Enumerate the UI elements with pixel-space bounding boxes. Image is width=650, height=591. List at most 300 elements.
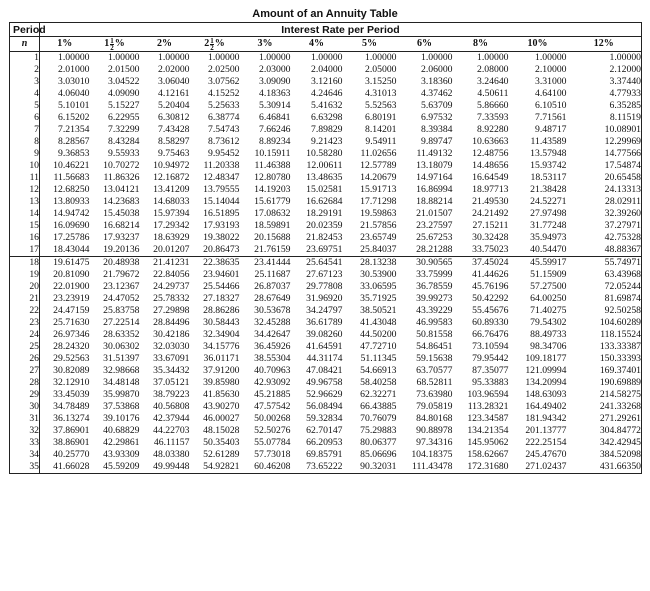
value-cell: 23.65749 [360, 232, 397, 243]
value-cell: 16.09690 [53, 220, 90, 231]
value-cell: 2.10000 [535, 64, 567, 75]
value-cell: 12.57789 [360, 160, 397, 171]
value-cell: 10.94972 [153, 160, 190, 171]
value-cell: 41.66028 [53, 461, 90, 472]
table-row [10, 281, 642, 293]
value-cell: 36.45926 [254, 341, 291, 352]
header-row-top [10, 23, 642, 37]
value-cell: 2.06000 [421, 64, 453, 75]
value-cell: 66.76476 [472, 329, 509, 340]
value-cell: 4.12161 [158, 88, 190, 99]
table-row [10, 269, 642, 281]
value-cell: 79.54302 [530, 317, 567, 328]
value-cell: 169.37401 [599, 365, 641, 376]
value-cell: 11.02656 [360, 148, 397, 159]
value-cell: 29.77808 [306, 281, 343, 292]
table-row [10, 425, 642, 437]
value-cell: 73.63980 [416, 389, 453, 400]
value-cell: 45.59917 [509, 257, 567, 270]
value-cell: 20.65458 [604, 172, 641, 183]
value-cell: 37.86901 [53, 425, 90, 436]
table-row [10, 437, 642, 449]
value-cell: 50.81558 [416, 329, 453, 340]
value-cell: 46.11157 [153, 437, 190, 448]
value-cell: 3.24640 [477, 76, 509, 87]
value-cell: 6.46841 [259, 112, 291, 123]
value-cell: 42.29861 [103, 437, 140, 448]
period-cell: 7 [10, 124, 40, 136]
value-cell: 12.29969 [604, 136, 641, 147]
value-cell: 10.58280 [306, 148, 343, 159]
value-cell: 48.88367 [604, 244, 641, 255]
value-cell: 34.42647 [254, 329, 291, 340]
value-cell: 16.68214 [103, 220, 140, 231]
value-cell: 20.86473 [203, 244, 240, 255]
value-cell: 54.86451 [416, 341, 453, 352]
value-cell: 164.49402 [525, 401, 567, 412]
value-cell: 36.78559 [416, 281, 453, 292]
value-cell: 27.18327 [203, 293, 240, 304]
value-cell: 1.00000 [259, 52, 291, 63]
value-cell: 5.20404 [158, 100, 190, 111]
value-cell: 158.62667 [467, 449, 509, 460]
value-cell: 45.76196 [472, 281, 509, 292]
value-cell: 134.20994 [525, 377, 567, 388]
value-cell: 70.76079 [360, 413, 397, 424]
value-cell: 11.56683 [53, 172, 90, 183]
period-cell: 11 [10, 172, 40, 184]
rate-header: 6% [397, 37, 453, 52]
value-cell: 3.37440 [609, 76, 641, 87]
value-cell: 40.70963 [254, 365, 291, 376]
value-cell: 14.94742 [53, 208, 90, 219]
value-cell: 8.92280 [477, 124, 509, 135]
value-cell: 30.90565 [397, 257, 453, 270]
value-cell: 24.47159 [53, 305, 90, 316]
value-cell: 6.15202 [58, 112, 90, 123]
rate-header-fraction: 1 $\frac{1}{2}$ % [104, 36, 125, 52]
table-row [10, 365, 642, 377]
value-cell: 44.50200 [360, 329, 397, 340]
value-cell: 104.60289 [599, 317, 641, 328]
value-cell: 35.34432 [153, 365, 190, 376]
value-cell: 2.04000 [311, 64, 343, 75]
rate-header: 2% [140, 37, 190, 52]
value-cell: 4.15252 [208, 88, 240, 99]
value-cell: 28.02911 [605, 196, 641, 207]
table-row [10, 305, 642, 317]
period-cell: 10 [10, 160, 40, 172]
value-cell: 21.57856 [360, 220, 397, 231]
table-row [10, 124, 642, 136]
value-cell: 7.89829 [311, 124, 343, 135]
rate-header: 1% [40, 37, 90, 52]
value-cell: 59.32834 [306, 413, 343, 424]
period-cell: 31 [10, 413, 40, 425]
value-cell: 1.00000 [311, 52, 343, 63]
period-cell: 24 [10, 329, 40, 341]
value-cell: 21.41231 [140, 257, 190, 270]
value-cell: 7.66246 [259, 124, 291, 135]
value-cell: 27.67123 [306, 269, 343, 280]
value-cell: 431.66350 [599, 461, 641, 472]
value-cell: 34.48148 [103, 377, 140, 388]
value-cell: 37.91200 [203, 365, 240, 376]
value-cell: 3.31000 [535, 76, 567, 87]
value-cell: 58.40258 [360, 377, 397, 388]
value-cell: 113.28321 [467, 401, 509, 412]
value-cell: 52.61289 [203, 449, 240, 460]
value-cell: 37.53868 [103, 401, 140, 412]
value-cell: 150.33393 [599, 353, 641, 364]
value-cell: 6.38774 [208, 112, 240, 123]
value-cell: 13.48635 [306, 172, 343, 183]
value-cell: 28.63352 [103, 329, 140, 340]
value-cell: 271.29261 [599, 413, 641, 424]
value-cell: 75.29883 [360, 425, 397, 436]
period-cell: 13 [10, 196, 40, 208]
value-cell: 4.31013 [365, 88, 397, 99]
value-cell: 33.75999 [416, 269, 453, 280]
period-cell: 17 [10, 244, 40, 257]
value-cell: 1.00000 [477, 52, 509, 63]
value-cell: 69.85791 [306, 449, 343, 460]
value-cell: 14.23683 [103, 196, 140, 207]
table-row [10, 52, 642, 65]
value-cell: 19.20136 [103, 244, 140, 255]
rate-header [90, 37, 140, 52]
value-cell: 21.82453 [306, 232, 343, 243]
value-cell: 20.48938 [90, 257, 140, 270]
value-cell: 55.07784 [254, 437, 291, 448]
value-cell: 18.53117 [530, 172, 567, 183]
value-cell: 7.54743 [208, 124, 240, 135]
value-cell: 29.52563 [53, 353, 90, 364]
period-cell: 18 [10, 257, 40, 270]
table-row [10, 64, 642, 76]
value-cell: 18.63929 [153, 232, 190, 243]
rate-header [190, 37, 240, 52]
value-cell: 8.58297 [158, 136, 190, 147]
table-row [10, 341, 642, 353]
value-cell: 90.88978 [416, 425, 453, 436]
value-cell: 55.45676 [472, 305, 509, 316]
value-cell: 3.04522 [108, 76, 140, 87]
value-cell: 42.37944 [153, 413, 190, 424]
value-cell: 27.97498 [530, 208, 567, 219]
value-cell: 23.94601 [203, 269, 240, 280]
table-row [10, 401, 642, 413]
value-cell: 46.99583 [416, 317, 453, 328]
value-cell: 45.59209 [103, 461, 140, 472]
value-cell: 14.77566 [604, 148, 641, 159]
table-title: Amount of an Annuity Table [252, 8, 398, 20]
value-cell: 4.64100 [535, 88, 567, 99]
value-cell: 98.34706 [530, 341, 567, 352]
value-cell: 2.01500 [108, 64, 140, 75]
period-cell: 27 [10, 365, 40, 377]
value-cell: 3.12160 [311, 76, 343, 87]
period-cell: 15 [10, 220, 40, 232]
value-cell: 20.15688 [254, 232, 291, 243]
value-cell: 40.25770 [53, 449, 90, 460]
value-cell: 25.83758 [103, 305, 140, 316]
value-cell: 36.01171 [203, 353, 240, 364]
value-cell: 13.41209 [153, 184, 190, 195]
value-cell: 39.85980 [203, 377, 240, 388]
value-cell: 47.57542 [254, 401, 291, 412]
value-cell: 88.49733 [530, 329, 567, 340]
period-header: Period [10, 23, 40, 37]
value-cell: 32.39260 [604, 208, 641, 219]
value-cell: 2.05000 [365, 64, 397, 75]
value-cell: 60.89330 [472, 317, 509, 328]
value-cell: 31.96920 [306, 293, 343, 304]
value-cell: 13.04121 [103, 184, 140, 195]
n-header: n [10, 37, 40, 52]
value-cell: 9.54911 [365, 136, 397, 147]
table-row [10, 232, 642, 244]
value-cell: 18.43044 [53, 244, 90, 255]
value-cell: 27.29898 [153, 305, 190, 316]
value-cell: 33.45039 [53, 389, 90, 400]
period-cell: 26 [10, 353, 40, 365]
value-cell: 30.82089 [53, 365, 90, 376]
value-cell: 23.27597 [416, 220, 453, 231]
value-cell: 44.31174 [306, 353, 343, 364]
value-cell: 38.50521 [360, 305, 397, 316]
value-cell: 18.29191 [306, 208, 343, 219]
value-cell: 50.42292 [472, 293, 509, 304]
value-cell: 3.18360 [421, 76, 453, 87]
value-cell: 27.15211 [472, 220, 509, 231]
value-cell: 11.46388 [254, 160, 291, 171]
value-cell: 9.75463 [158, 148, 190, 159]
value-cell: 72.05244 [604, 281, 641, 292]
table-row [10, 293, 642, 305]
period-cell: 29 [10, 389, 40, 401]
value-cell: 9.95452 [208, 148, 240, 159]
value-cell: 21.49530 [472, 196, 509, 207]
value-cell: 15.97394 [153, 208, 190, 219]
value-cell: 245.47670 [525, 449, 567, 460]
value-cell: 46.00027 [203, 413, 240, 424]
value-cell: 304.84772 [599, 425, 641, 436]
value-cell: 54.66913 [360, 365, 397, 376]
value-cell: 111.43478 [412, 461, 453, 472]
value-cell: 40.54470 [530, 244, 567, 255]
value-cell: 25.54466 [203, 281, 240, 292]
period-cell: 19 [10, 269, 40, 281]
value-cell: 40.68829 [103, 425, 140, 436]
value-cell: 16.64549 [472, 172, 509, 183]
rate-header: 10% [509, 37, 567, 52]
value-cell: 10.46221 [53, 160, 90, 171]
value-cell: 73.65222 [306, 461, 343, 472]
value-cell: 63.43968 [604, 269, 641, 280]
value-cell: 123.34587 [467, 413, 509, 424]
value-cell: 43.93309 [103, 449, 140, 460]
value-cell: 36.13274 [53, 413, 90, 424]
value-cell: 14.19203 [254, 184, 291, 195]
value-cell: 62.70147 [306, 425, 343, 436]
value-cell: 1.00000 [108, 52, 140, 63]
value-cell: 15.61779 [254, 196, 291, 207]
value-cell: 172.31680 [467, 461, 509, 472]
value-cell: 10.08901 [604, 124, 641, 135]
value-cell: 5.15227 [108, 100, 140, 111]
value-cell: 81.69874 [604, 293, 641, 304]
value-cell: 59.15638 [416, 353, 453, 364]
value-cell: 3.06040 [158, 76, 190, 87]
value-cell: 35.71925 [360, 293, 397, 304]
value-cell: 14.48656 [472, 160, 509, 171]
table-row [10, 88, 642, 100]
value-cell: 23.12367 [103, 281, 140, 292]
value-cell: 32.12910 [53, 377, 90, 388]
value-cell: 7.71561 [535, 112, 567, 123]
value-cell: 43.39229 [416, 305, 453, 316]
value-cell: 12.48756 [472, 148, 509, 159]
value-cell: 33.67091 [153, 353, 190, 364]
value-cell: 39.10176 [103, 413, 140, 424]
value-cell: 21.76159 [254, 244, 291, 255]
rate-header: 3% [240, 37, 291, 52]
value-cell: 18.97713 [472, 184, 509, 195]
period-cell: 12 [10, 184, 40, 196]
value-cell: 30.06302 [103, 341, 140, 352]
value-cell: 12.00611 [306, 160, 343, 171]
value-cell: 8.39384 [421, 124, 453, 135]
value-cell: 20.81090 [53, 269, 90, 280]
value-cell: 104.18375 [411, 449, 453, 460]
value-cell: 12.16872 [153, 172, 190, 183]
value-cell: 5.30914 [259, 100, 291, 111]
value-cell: 13.79555 [203, 184, 240, 195]
period-cell: 2 [10, 64, 40, 76]
value-cell: 2.08000 [477, 64, 509, 75]
table-row [10, 148, 642, 160]
table-row [10, 257, 642, 270]
value-cell: 30.53900 [360, 269, 397, 280]
value-cell: 35.99870 [103, 389, 140, 400]
value-cell: 22.01900 [53, 281, 90, 292]
value-cell: 17.54874 [604, 160, 641, 171]
value-cell: 79.95442 [472, 353, 509, 364]
value-cell: 7.43428 [158, 124, 190, 135]
value-cell: 201.13777 [525, 425, 567, 436]
value-cell: 39.99273 [416, 293, 453, 304]
value-cell: 23.69751 [306, 244, 343, 255]
value-cell: 42.93092 [254, 377, 291, 388]
value-cell: 15.14044 [203, 196, 240, 207]
value-cell: 28.67649 [254, 293, 291, 304]
value-cell: 38.79223 [153, 389, 190, 400]
value-cell: 17.71298 [360, 196, 397, 207]
value-cell: 16.51895 [203, 208, 240, 219]
value-cell: 17.25786 [53, 232, 90, 243]
value-cell: 62.32271 [360, 389, 397, 400]
value-cell: 45.21885 [254, 389, 291, 400]
value-cell: 34.78489 [53, 401, 90, 412]
value-cell: 11.86326 [103, 172, 140, 183]
value-cell: 1.00000 [208, 52, 240, 63]
period-cell: 22 [10, 305, 40, 317]
value-cell: 24.21492 [472, 208, 509, 219]
table-row [10, 317, 642, 329]
value-cell: 6.30812 [158, 112, 190, 123]
value-cell: 9.89747 [421, 136, 453, 147]
value-cell: 40.56808 [153, 401, 190, 412]
value-cell: 48.03380 [153, 449, 190, 460]
value-cell: 26.97346 [53, 329, 90, 340]
value-cell: 38.55304 [254, 353, 291, 364]
value-cell: 5.41632 [311, 100, 343, 111]
value-cell: 21.79672 [103, 269, 140, 280]
value-cell: 181.94342 [525, 413, 567, 424]
value-cell: 14.97164 [416, 172, 453, 183]
value-cell: 64.00250 [530, 293, 567, 304]
rate-header: 5% [343, 37, 397, 52]
period-cell: 33 [10, 437, 40, 449]
value-cell: 18.59891 [254, 220, 291, 231]
header-row-rates [10, 37, 642, 52]
value-cell: 52.96629 [306, 389, 343, 400]
value-cell: 15.91713 [360, 184, 397, 195]
table-row [10, 208, 642, 220]
value-cell: 41.43048 [360, 317, 397, 328]
value-cell: 15.02581 [306, 184, 343, 195]
value-cell: 5.10101 [58, 100, 90, 111]
value-cell: 33.75023 [472, 244, 509, 255]
value-cell: 241.33268 [599, 401, 641, 412]
value-cell: 63.70577 [416, 365, 453, 376]
value-cell: 8.11519 [609, 112, 641, 123]
value-cell: 8.14201 [365, 124, 397, 135]
value-cell: 23.41444 [240, 257, 291, 270]
value-cell: 52.50276 [254, 425, 291, 436]
value-cell: 7.32299 [108, 124, 140, 135]
value-cell: 50.35403 [203, 437, 240, 448]
period-cell: 30 [10, 401, 40, 413]
value-cell: 25.64541 [291, 257, 343, 270]
period-cell: 3 [10, 76, 40, 88]
value-cell: 37.45024 [453, 257, 509, 270]
table-row [10, 377, 642, 389]
value-cell: 6.80191 [365, 112, 397, 123]
value-cell: 4.24646 [311, 88, 343, 99]
value-cell: 4.09090 [108, 88, 140, 99]
value-cell: 6.63298 [311, 112, 343, 123]
table-row [10, 413, 642, 425]
period-cell: 35 [10, 461, 40, 474]
value-cell: 41.85630 [203, 389, 240, 400]
value-cell: 4.37462 [421, 88, 453, 99]
value-cell: 2.02500 [208, 64, 240, 75]
value-cell: 3.07562 [208, 76, 240, 87]
value-cell: 18.88214 [416, 196, 453, 207]
value-cell: 109.18177 [525, 353, 567, 364]
value-cell: 133.33387 [599, 341, 641, 352]
value-cell: 19.59863 [360, 208, 397, 219]
value-cell: 32.98668 [103, 365, 140, 376]
value-cell: 7.21354 [58, 124, 90, 135]
value-cell: 85.06696 [360, 449, 397, 460]
value-cell: 17.93193 [203, 220, 240, 231]
value-cell: 28.86286 [203, 305, 240, 316]
value-cell: 26.87037 [254, 281, 291, 292]
value-cell: 11.49132 [416, 148, 453, 159]
